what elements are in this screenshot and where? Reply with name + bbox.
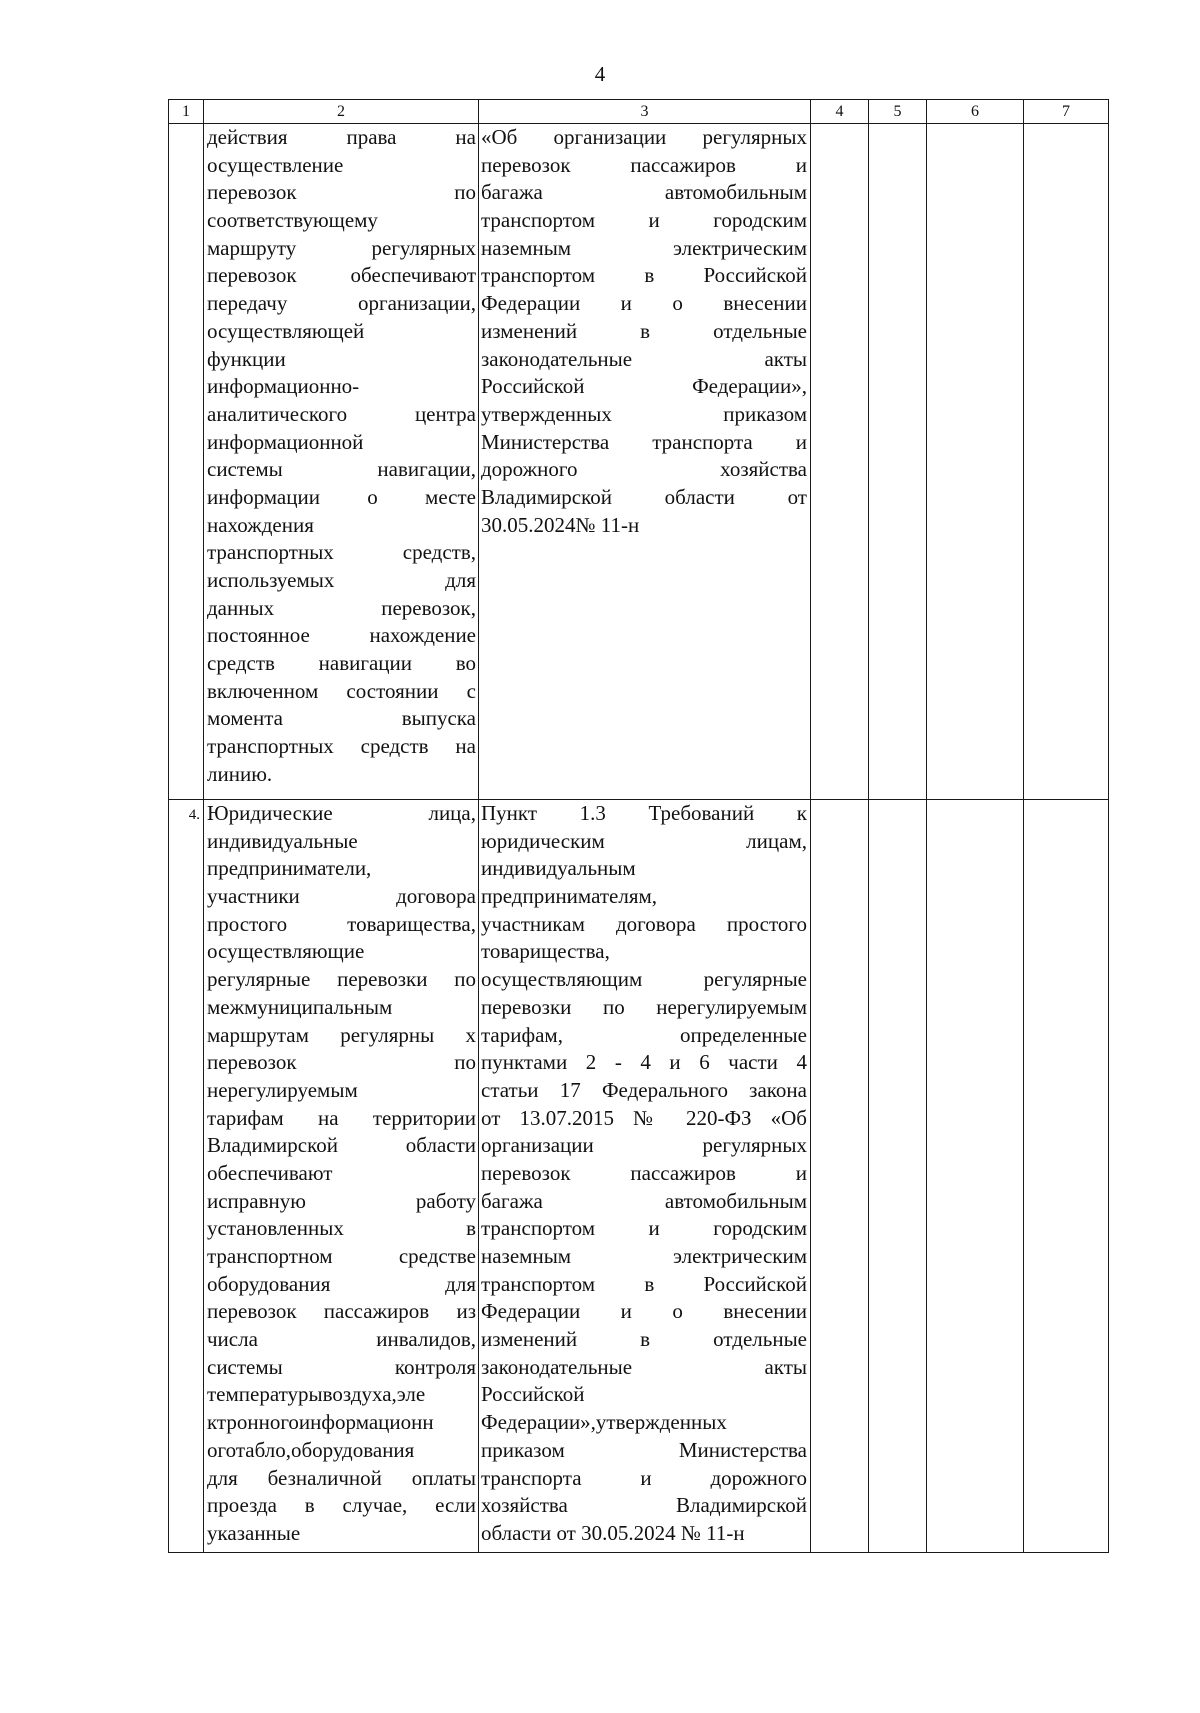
text-line: приказом Министерства xyxy=(481,1437,807,1462)
text-line: законодательные акты xyxy=(481,346,807,371)
text-line: пунктами 2 - 4 и 6 части 4 xyxy=(481,1050,807,1075)
cell-col-4 xyxy=(811,124,869,800)
text-line: транспортом в Российской xyxy=(481,1271,807,1296)
text-line: тарифам на территории xyxy=(207,1105,476,1130)
header-cell-1: 1 xyxy=(169,100,204,124)
text-line: системы навигации, xyxy=(207,457,476,482)
text-line: средств навигации во xyxy=(207,651,476,676)
header-cell-5: 5 xyxy=(869,100,927,124)
cell-col-4 xyxy=(811,800,869,1553)
text-line: транспортом и городским xyxy=(481,1216,807,1241)
row-number xyxy=(169,124,204,800)
text-line: Российской Федерации», xyxy=(481,374,807,399)
text-line: соответствующему xyxy=(207,208,378,233)
header-cell-4: 4 xyxy=(811,100,869,124)
text-line: утвержденных приказом xyxy=(481,401,807,426)
text-line: изменений в отдельные xyxy=(481,318,807,343)
text-line: перевозок по xyxy=(207,180,476,205)
text-line: предприниматели, xyxy=(207,856,372,881)
text-line: установленных в xyxy=(207,1216,476,1241)
text-line: осуществление xyxy=(207,152,344,177)
text-line: индивидуальные xyxy=(207,828,358,853)
text-line: транспортом в Российской xyxy=(481,263,807,288)
text-line: транспортных средств на xyxy=(207,734,476,759)
text-line: используемых для xyxy=(207,568,476,592)
text-line: Пункт 1.3 Требований к xyxy=(481,801,807,825)
page-number: 4 xyxy=(594,62,606,86)
text-line: постоянное нахождение xyxy=(207,623,476,648)
row-number: 4. xyxy=(169,800,204,1553)
text-line: изменений в отдельные xyxy=(481,1327,807,1352)
text-line: для безналичной оплаты xyxy=(207,1465,476,1490)
text-line: ктронногоинформационн xyxy=(207,1410,434,1435)
text-line: участникам договора простого xyxy=(481,911,807,936)
text-line: обеспечивают xyxy=(207,1160,333,1185)
text-line: межмуниципальным xyxy=(207,994,393,1019)
cell-col-7 xyxy=(1024,800,1109,1553)
text-line: багажа автомобильным xyxy=(481,180,807,205)
requirements-table xyxy=(168,99,1109,1553)
text-line: области от 30.05.2024 № 11-н xyxy=(481,1520,745,1545)
text-line: информационной xyxy=(207,429,364,454)
text-line: транспортных средств, xyxy=(207,540,476,565)
text-line: маршруту регулярных xyxy=(207,235,476,260)
text-line: наземным электрическим xyxy=(481,1244,807,1268)
text-line: действия права на xyxy=(207,125,476,149)
text-line: перевозок пассажиров и xyxy=(481,1160,807,1185)
text-line: наземным электрическим xyxy=(481,235,807,260)
cell-col-6 xyxy=(927,124,1024,800)
text-line: температурывоздуха,эле xyxy=(207,1382,426,1407)
text-line: транспорта и дорожного xyxy=(481,1465,807,1490)
text-line: Министерства транспорта и xyxy=(481,429,807,454)
text-line: Федерации»,утвержденных xyxy=(481,1410,727,1435)
text-line: 30.05.2024№ 11-н xyxy=(481,512,640,537)
text-line: Юридические лица, xyxy=(207,801,476,825)
text-line: перевозки по нерегулируемым xyxy=(481,994,807,1019)
cell-col-5 xyxy=(869,800,927,1553)
cell-col-7 xyxy=(1024,124,1109,800)
text-line: проезда в случае, если xyxy=(207,1493,476,1518)
text-line: передачу организации, xyxy=(207,291,476,316)
text-line: от 13.07.2015 № 220-ФЗ «Об xyxy=(481,1105,807,1130)
table-header-row xyxy=(169,100,1109,124)
text-line: багажа автомобильным xyxy=(481,1188,807,1213)
text-line: статьи 17 Федерального закона xyxy=(481,1077,807,1102)
text-line: оготабло,оборудования xyxy=(207,1437,415,1462)
text-line: нахождения xyxy=(207,512,314,537)
text-line: предпринимателям, xyxy=(481,884,658,909)
cell-col-6 xyxy=(927,800,1024,1553)
text-line: Федерации и о внесении xyxy=(481,1299,807,1324)
text-line: хозяйства Владимирской xyxy=(481,1493,807,1518)
text-line: числа инвалидов, xyxy=(207,1327,476,1352)
text-line: перевозок пассажиров и xyxy=(481,152,807,177)
text-line: системы контроля xyxy=(207,1354,476,1379)
text-line: Владимирской области от xyxy=(481,484,807,509)
text-line: указанные xyxy=(207,1520,301,1545)
header-cell-3: 3 xyxy=(479,100,811,124)
text-line: транспортом и городским xyxy=(481,208,807,233)
text-line: линию. xyxy=(207,761,273,786)
text-line: момента выпуска xyxy=(207,706,476,731)
header-cell-2: 2 xyxy=(204,100,479,124)
text-line: нерегулируемым xyxy=(207,1077,358,1102)
header-cell-6: 6 xyxy=(927,100,1024,124)
text-line: осуществляющие xyxy=(207,939,365,964)
table-row xyxy=(169,800,1109,1553)
table-row xyxy=(169,124,1109,800)
text-line: Владимирской области xyxy=(207,1133,476,1158)
header-cell-7: 7 xyxy=(1024,100,1109,124)
text-line: транспортном средстве xyxy=(207,1244,476,1268)
text-line: функции xyxy=(207,346,286,371)
text-line: Федерации и о внесении xyxy=(481,291,807,316)
subject-cell xyxy=(204,124,479,800)
text-line: товарищества, xyxy=(481,939,610,964)
text-line: осуществляющей xyxy=(207,318,365,343)
text-line: информации о месте xyxy=(207,484,476,509)
text-line: «Об организации регулярных xyxy=(481,125,807,149)
text-line: участники договора xyxy=(207,884,476,909)
text-line: индивидуальным xyxy=(481,856,636,881)
text-line: оборудования для xyxy=(207,1271,476,1296)
text-line: тарифам, определенные xyxy=(481,1022,807,1047)
text-line: включенном состоянии с xyxy=(207,678,476,703)
text-line: законодательные акты xyxy=(481,1354,807,1379)
text-line: Российской xyxy=(481,1382,585,1407)
text-line: регулярные перевозки по xyxy=(207,967,476,992)
text-line: простого товарищества, xyxy=(207,911,476,936)
legal-basis-cell xyxy=(479,124,811,800)
text-line: юридическим лицам, xyxy=(481,828,807,853)
text-line: маршрутам регулярны х xyxy=(207,1022,476,1047)
text-line: информационно- xyxy=(207,374,360,399)
cell-col-5 xyxy=(869,124,927,800)
text-line: перевозок обеспечивают xyxy=(207,263,476,288)
text-line: осуществляющим регулярные xyxy=(481,967,807,992)
text-line: организации регулярных xyxy=(481,1133,807,1158)
legal-basis-cell xyxy=(479,800,811,1553)
text-line: исправную работу xyxy=(207,1188,476,1213)
subject-cell xyxy=(204,800,479,1553)
text-line: дорожного хозяйства xyxy=(481,457,807,482)
text-line: аналитического центра xyxy=(207,401,476,426)
text-line: перевозок пассажиров из xyxy=(207,1299,476,1324)
text-line: перевозок по xyxy=(207,1050,476,1075)
text-line: данных перевозок, xyxy=(207,595,476,620)
